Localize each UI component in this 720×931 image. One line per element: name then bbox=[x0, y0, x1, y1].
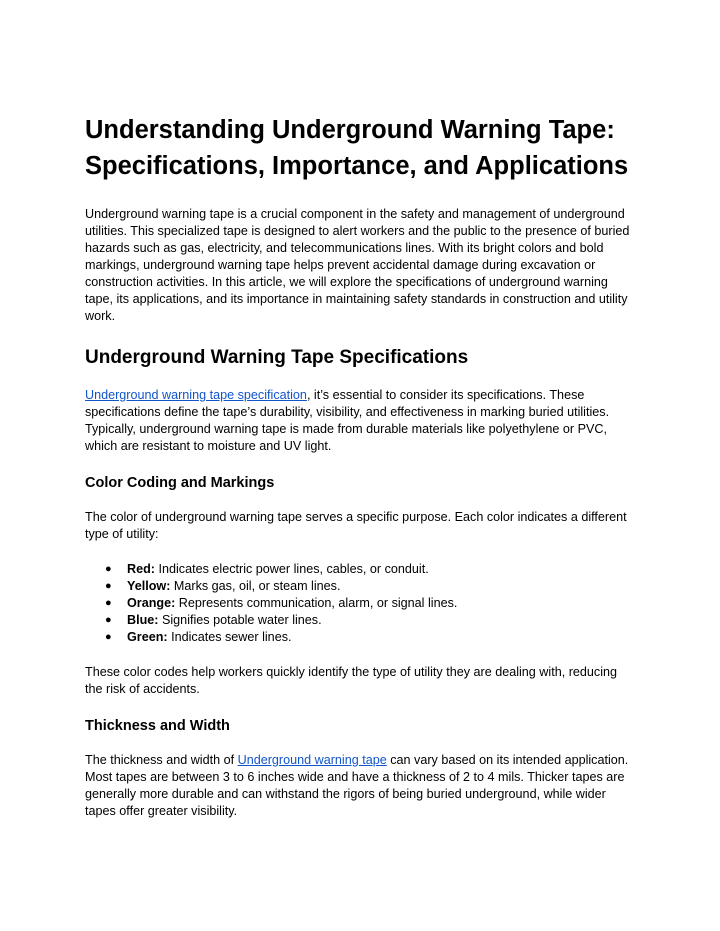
bullet-icon: ● bbox=[105, 631, 112, 643]
list-item-text: Marks gas, oil, or steam lines. bbox=[170, 579, 341, 593]
list-item-label: Green: bbox=[127, 630, 168, 644]
list-item-text: Indicates electric power lines, cables, or conduit. bbox=[155, 562, 429, 576]
color-coding-outro: These color codes help workers quickly identify the type of utility they are dealing with, reducing the risk of accidents. bbox=[85, 665, 618, 696]
specs-paragraph-text: , it’s essential to consider its specifications. These specifications define the tape’s durability, visibility, and effectiveness in marking buried utilities. Typically, underground warning tape is made from durable materials like polyethylene or PVC, which are resistant to moisture and UV light. bbox=[85, 388, 610, 453]
list-item-text: Indicates sewer lines. bbox=[167, 630, 292, 644]
bullet-icon: ● bbox=[105, 563, 112, 575]
list-item bbox=[105, 578, 637, 595]
list-item-label: Blue: bbox=[127, 613, 159, 627]
list-item-text: Represents communication, alarm, or signal lines. bbox=[175, 596, 458, 610]
list-item bbox=[105, 595, 637, 612]
color-coding-intro: The color of underground warning tape serves a specific purpose. Each color indicates a different type of utility: bbox=[85, 510, 627, 541]
bullet-icon: ● bbox=[105, 614, 112, 626]
list-item bbox=[105, 612, 637, 629]
thickness-link[interactable]: Underground warning tape bbox=[237, 753, 387, 767]
list-item-label: Red: bbox=[127, 562, 155, 576]
list-item-label: Orange: bbox=[127, 596, 176, 610]
color-list bbox=[85, 561, 637, 646]
thickness-paragraph bbox=[85, 752, 637, 820]
list-item bbox=[105, 561, 637, 578]
thickness-heading: Thickness and Width bbox=[85, 718, 230, 734]
thickness-text-before: The thickness and width of bbox=[85, 753, 238, 767]
bullet-icon: ● bbox=[105, 580, 112, 592]
thickness-text-after: can vary based on its intended application. Most tapes are between 3 to 6 inches wide and have a thickness of 2 to 4 mils. Thicker tapes are generally more durable and can withstand the rigors of being buried underground, while wider tapes offer greater visibility. bbox=[85, 753, 629, 818]
specs-paragraph bbox=[85, 387, 637, 455]
intro-paragraph: Underground warning tape is a crucial component in the safety and management of underground utilities. This specialized tape is designed to alert workers and the public to the presence of buried hazards such as gas, electricity, and telecommunications lines. With its bright colors and bold markings, underground warning tape helps prevent accidental damage during excavation or construction activities. In this article, we will explore the specifications of underground warning tape, its applications, and its importance in maintaining safety standards in construction and utility work. bbox=[85, 207, 630, 323]
document-page bbox=[85, 112, 637, 838]
color-coding-heading: Color Coding and Markings bbox=[85, 475, 275, 491]
list-item-label: Yellow: bbox=[127, 579, 171, 593]
page-title: Understanding Underground Warning Tape: Specifications, Importance, and Applications bbox=[85, 116, 629, 180]
specs-heading: Underground Warning Tape Specifications bbox=[85, 347, 469, 368]
bullet-icon: ● bbox=[105, 597, 112, 609]
list-item bbox=[105, 629, 637, 646]
specs-link[interactable]: Underground warning tape specification bbox=[85, 388, 307, 402]
list-item-text: Signifies potable water lines. bbox=[158, 613, 322, 627]
